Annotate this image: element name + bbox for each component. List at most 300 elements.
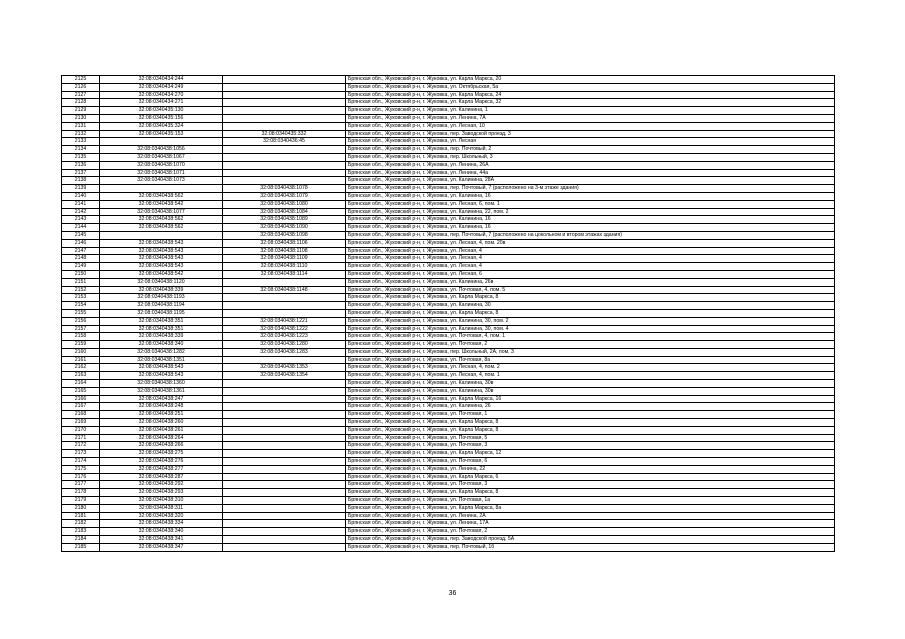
object-cadastral-number-cell <box>223 107 346 115</box>
row-number-cell: 2170 <box>62 426 100 434</box>
address-cell: Брянская обл., Жуковский р-н, г. Жуковка, ул. Почтовая, 6 <box>346 458 835 466</box>
cadastral-number-cell: 32:08:0340438:277 <box>100 465 223 473</box>
address-cell: Брянская обл., Жуковский р-н, г. Жуковка, ул. Карла Маркса, 20 <box>346 76 835 84</box>
table-row <box>62 341 835 349</box>
address-cell: Брянская обл., Жуковский р-н, г. Жуковка, ул. Калинина, 30в <box>346 380 835 388</box>
object-cadastral-number-cell <box>223 481 346 489</box>
object-cadastral-number-cell <box>223 512 346 520</box>
object-cadastral-number-cell <box>223 442 346 450</box>
table-row <box>62 270 835 278</box>
row-number-cell: 2132 <box>62 130 100 138</box>
table-row <box>62 419 835 427</box>
cadastral-number-cell: 32:08:0340438:261 <box>100 426 223 434</box>
row-number-cell: 2167 <box>62 403 100 411</box>
row-number-cell: 2152 <box>62 286 100 294</box>
cadastral-number-cell: 32:08:0340438:275 <box>100 450 223 458</box>
address-cell: Брянская обл., Жуковский р-н, г. Жуковка, ул. Почтовая, 4, пом. 5 <box>346 286 835 294</box>
table-row <box>62 83 835 91</box>
address-cell: Брянская обл., Жуковский р-н, г. Жуковка, ул. Калинина, 16 <box>346 224 835 232</box>
object-cadastral-number-cell <box>223 504 346 512</box>
table-row <box>62 520 835 528</box>
row-number-cell: 2156 <box>62 317 100 325</box>
table-row <box>62 543 835 551</box>
row-number-cell: 2126 <box>62 83 100 91</box>
cadastral-number-cell: 32:08:0340438:264 <box>100 434 223 442</box>
address-cell: Брянская обл., Жуковский р-н, г. Жуковка, ул. Лесная, 4, пом. 1 <box>346 372 835 380</box>
table-row <box>62 426 835 434</box>
cadastral-number-cell: 32:08:0340438:1056 <box>100 146 223 154</box>
row-number-cell: 2145 <box>62 231 100 239</box>
address-cell: Брянская обл., Жуковский р-н, г. Жуковка, ул. Карла Маркса, 8а <box>346 504 835 512</box>
address-cell: Брянская обл., Жуковский р-н, г. Жуковка, ул. Почтовая, 8а <box>346 356 835 364</box>
table-row <box>62 325 835 333</box>
table-row <box>62 465 835 473</box>
cadastral-number-cell: 32:08:0340438:276 <box>100 458 223 466</box>
address-cell: Брянская обл., Жуковский р-н, г. Жуковка, ул. Калинина, 26 <box>346 403 835 411</box>
table-row <box>62 286 835 294</box>
object-cadastral-number-cell <box>223 302 346 310</box>
cadastral-number-cell: 32:08:0340438:340 <box>100 341 223 349</box>
table-row <box>62 208 835 216</box>
object-cadastral-number-cell <box>223 380 346 388</box>
table-row <box>62 185 835 193</box>
cadastral-number-cell: 32:08:0340438:311 <box>100 504 223 512</box>
row-number-cell: 2155 <box>62 309 100 317</box>
object-cadastral-number-cell: 32:08:0340438:1079 <box>223 192 346 200</box>
object-cadastral-number-cell: 32:08:0340438:1098 <box>223 231 346 239</box>
address-cell: Брянская обл., Жуковский р-н, г. Жуковка, пер. Заводской проезд, 3 <box>346 130 835 138</box>
object-cadastral-number-cell: 32:08:0340438:1222 <box>223 325 346 333</box>
address-cell: Брянская обл., Жуковский р-н, г. Жуковка, ул. Карла Маркса, 24 <box>346 91 835 99</box>
address-cell: Брянская обл., Жуковский р-н, г. Жуковка, ул. Почтовая, 3 <box>346 442 835 450</box>
object-cadastral-number-cell <box>223 458 346 466</box>
address-cell: Брянская обл., Жуковский р-н, г. Жуковка, ул. Калинина, 22, пом. 2 <box>346 208 835 216</box>
row-number-cell: 2136 <box>62 161 100 169</box>
row-number-cell: 2130 <box>62 114 100 122</box>
object-cadastral-number-cell <box>223 91 346 99</box>
table-row <box>62 504 835 512</box>
table-row <box>62 216 835 224</box>
object-cadastral-number-cell <box>223 543 346 551</box>
cadastral-number-cell: 32:08:0340438:293 <box>100 489 223 497</box>
object-cadastral-number-cell <box>223 434 346 442</box>
address-cell: Брянская обл., Жуковский р-н, г. Жуковка, ул. Лесная, 4 <box>346 263 835 271</box>
row-number-cell: 2139 <box>62 185 100 193</box>
cadastral-number-cell: 32:08:0340438:351 <box>100 317 223 325</box>
row-number-cell: 2176 <box>62 473 100 481</box>
object-cadastral-number-cell <box>223 169 346 177</box>
object-cadastral-number-cell <box>223 278 346 286</box>
address-cell: Брянская обл., Жуковский р-н, г. Жуковка, ул. Лесная, 4, пом. 20в <box>346 239 835 247</box>
cadastral-number-cell: 32:08:0340438:1360 <box>100 380 223 388</box>
object-cadastral-number-cell <box>223 309 346 317</box>
object-cadastral-number-cell <box>223 76 346 84</box>
cadastral-number-cell: 32:08:0340438:334 <box>100 520 223 528</box>
row-number-cell: 2140 <box>62 192 100 200</box>
table-row <box>62 91 835 99</box>
address-cell: Брянская обл., Жуковский р-н, г. Жуковка, ул. Лесная, 6 <box>346 270 835 278</box>
table-row <box>62 153 835 161</box>
row-number-cell: 2185 <box>62 543 100 551</box>
table-row <box>62 512 835 520</box>
cadastral-number-cell: 32:08:0340434:244 <box>100 76 223 84</box>
cadastral-number-cell: 32:08:0340438:347 <box>100 543 223 551</box>
cadastral-number-cell: 32:08:0340438:251 <box>100 411 223 419</box>
address-cell: Брянская обл., Жуковский р-н, г. Жуковка, ул. Калинина, 16 <box>346 216 835 224</box>
table-row <box>62 192 835 200</box>
object-cadastral-number-cell <box>223 465 346 473</box>
address-cell: Брянская обл., Жуковский р-н, г. Жуковка, ул. Ленина, 17А <box>346 520 835 528</box>
address-cell: Брянская обл., Жуковский р-н, г. Жуковка, ул. Ленина, 7А <box>346 114 835 122</box>
address-cell: Брянская обл., Жуковский р-н, г. Жуковка, пер. Почтовый, 7 (расположено на цокольном и втором этажах здания) <box>346 231 835 239</box>
address-cell: Брянская обл., Жуковский р-н, г. Жуковка, ул. Калинина, 16 <box>346 192 835 200</box>
row-number-cell: 2159 <box>62 341 100 349</box>
address-cell: Брянская обл., Жуковский р-н, г. Жуковка, ул. Калинина, 30в <box>346 387 835 395</box>
object-cadastral-number-cell: 32:08:0340438:1084 <box>223 208 346 216</box>
cadastral-number-cell: 32:08:0340438:351 <box>100 325 223 333</box>
address-cell: Брянская обл., Жуковский р-н, г. Жуковка, ул. Почтовая, 3 <box>346 481 835 489</box>
table-row <box>62 458 835 466</box>
cadastral-number-cell: 32:08:0340438:320 <box>100 512 223 520</box>
page-number: 36 <box>448 590 457 597</box>
cadastral-number-cell: 32:08:0340438:562 <box>100 192 223 200</box>
document-sheet <box>61 75 834 552</box>
cadastral-number-cell: 32:08:0340434:249 <box>100 83 223 91</box>
row-number-cell: 2180 <box>62 504 100 512</box>
object-cadastral-number-cell <box>223 395 346 403</box>
table-row <box>62 317 835 325</box>
address-cell: Брянская обл., Жуковский р-н, г. Жуковка, ул. Карла Маркса, 8 <box>346 489 835 497</box>
cadastral-number-cell: 32:08:0340438:542 <box>100 200 223 208</box>
row-number-cell: 2134 <box>62 146 100 154</box>
object-cadastral-number-cell <box>223 161 346 169</box>
cadastral-number-cell: 32:08:0340438:1282 <box>100 348 223 356</box>
object-cadastral-number-cell: 32:08:0340438:1283 <box>223 348 346 356</box>
address-cell: Брянская обл., Жуковский р-н, г. Жуковка, ул. Лесная, 6, пом. 1 <box>346 200 835 208</box>
cadastral-number-cell: 32:08:0340438:1073 <box>100 177 223 185</box>
row-number-cell: 2141 <box>62 200 100 208</box>
object-cadastral-number-cell <box>223 177 346 185</box>
row-number-cell: 2164 <box>62 380 100 388</box>
table-row <box>62 309 835 317</box>
table-row <box>62 302 835 310</box>
object-cadastral-number-cell <box>223 528 346 536</box>
cadastral-number-cell: 32:08:0340438:1361 <box>100 387 223 395</box>
table-row <box>62 411 835 419</box>
table-row <box>62 169 835 177</box>
table-row <box>62 107 835 115</box>
table-row <box>62 122 835 130</box>
object-cadastral-number-cell <box>223 122 346 130</box>
table-row <box>62 200 835 208</box>
table-row <box>62 247 835 255</box>
cadastral-number-cell: 32:08:0340435:156 <box>100 114 223 122</box>
table-row <box>62 99 835 107</box>
object-cadastral-number-cell <box>223 153 346 161</box>
address-cell: Брянская обл., Жуковский р-н, г. Жуковка, ул. Лесная, 4, пом. 2 <box>346 364 835 372</box>
table-row <box>62 489 835 497</box>
address-cell: Брянская обл., Жуковский р-н, г. Жуковка, ул. Лесная <box>346 138 835 146</box>
row-number-cell: 2179 <box>62 497 100 505</box>
object-cadastral-number-cell <box>223 426 346 434</box>
address-cell: Брянская обл., Жуковский р-н, г. Жуковка, ул. Калинина, 30 <box>346 302 835 310</box>
row-number-cell: 2128 <box>62 99 100 107</box>
address-cell: Брянская обл., Жуковский р-н, г. Жуковка, ул. Карла Маркса, 6 <box>346 473 835 481</box>
address-cell: Брянская обл., Жуковский р-н, г. Жуковка, ул. Ленина, 26А <box>346 161 835 169</box>
cadastral-number-cell <box>100 231 223 239</box>
object-cadastral-number-cell <box>223 450 346 458</box>
table-row <box>62 481 835 489</box>
row-number-cell: 2158 <box>62 333 100 341</box>
row-number-cell: 2137 <box>62 169 100 177</box>
cadastral-number-cell: 32:08:0340434:271 <box>100 99 223 107</box>
object-cadastral-number-cell <box>223 536 346 544</box>
table-body <box>62 76 835 552</box>
cadastral-number-cell: 32:08:0340438:292 <box>100 481 223 489</box>
cadastral-number-cell: 32:08:0340434:270 <box>100 91 223 99</box>
address-cell: Брянская обл., Жуковский р-н, г. Жуковка, ул. Почтовая, 4, пом. 1 <box>346 333 835 341</box>
table-row <box>62 348 835 356</box>
table-row <box>62 294 835 302</box>
address-cell: Брянская обл., Жуковский р-н, г. Жуковка, ул. Калинина, 28А <box>346 177 835 185</box>
cadastral-number-cell: 32:08:0340438:542 <box>100 270 223 278</box>
row-number-cell: 2169 <box>62 419 100 427</box>
row-number-cell: 2166 <box>62 395 100 403</box>
object-cadastral-number-cell <box>223 403 346 411</box>
row-number-cell: 2125 <box>62 76 100 84</box>
row-number-cell: 2129 <box>62 107 100 115</box>
table-row <box>62 239 835 247</box>
table-row <box>62 146 835 154</box>
address-cell: Брянская обл., Жуковский р-н, г. Жуковка, ул. Октябрьская, 5а <box>346 83 835 91</box>
address-cell: Брянская обл., Жуковский р-н, г. Жуковка, пер. Почтовый, 2 <box>346 146 835 154</box>
row-number-cell: 2162 <box>62 364 100 372</box>
address-cell: Брянская обл., Жуковский р-н, г. Жуковка, ул. Карла Маркса, 8 <box>346 426 835 434</box>
cadastral-number-cell: 32:08:0340438:1071 <box>100 169 223 177</box>
object-cadastral-number-cell <box>223 99 346 107</box>
table-row <box>62 255 835 263</box>
cadastral-number-cell: 32:08:0340438:1077 <box>100 208 223 216</box>
cadastral-number-cell: 32:08:0340438:1193 <box>100 294 223 302</box>
cadastral-number-cell: 32:08:0340438:543 <box>100 255 223 263</box>
object-cadastral-number-cell: 32:08:0340438:1089 <box>223 216 346 224</box>
address-cell: Брянская обл., Жуковский р-н, г. Жуковка, ул. Карла Маркса, 8 <box>346 419 835 427</box>
object-cadastral-number-cell: 32:08:0340438:1354 <box>223 372 346 380</box>
cadastral-number-cell <box>100 138 223 146</box>
row-number-cell: 2171 <box>62 434 100 442</box>
object-cadastral-number-cell <box>223 497 346 505</box>
row-number-cell: 2149 <box>62 263 100 271</box>
address-cell: Брянская обл., Жуковский р-н, г. Жуковка, пер. Школьный, 2А, пом. 3 <box>346 348 835 356</box>
table-row <box>62 403 835 411</box>
cadastral-number-cell: 32:08:0340438:266 <box>100 442 223 450</box>
row-number-cell: 2178 <box>62 489 100 497</box>
table-row <box>62 497 835 505</box>
table-row <box>62 372 835 380</box>
cadastral-number-cell: 32:08:0340438:1067 <box>100 153 223 161</box>
object-cadastral-number-cell: 32:08:0340438:1080 <box>223 200 346 208</box>
table-row <box>62 333 835 341</box>
row-number-cell: 2163 <box>62 372 100 380</box>
row-number-cell: 2175 <box>62 465 100 473</box>
object-cadastral-number-cell <box>223 146 346 154</box>
cadastral-number-cell: 32:08:0340438:1070 <box>100 161 223 169</box>
cadastral-number-cell: 32:08:0340438:543 <box>100 372 223 380</box>
address-cell: Брянская обл., Жуковский р-н, г. Жуковка, ул. Карла Маркса, 12 <box>346 450 835 458</box>
cadastral-number-cell: 32:08:0340438:339 <box>100 333 223 341</box>
row-number-cell: 2143 <box>62 216 100 224</box>
address-cell: Брянская обл., Жуковский р-н, г. Жуковка, ул. Карла Маркса, 8 <box>346 294 835 302</box>
row-number-cell: 2146 <box>62 239 100 247</box>
object-cadastral-number-cell: 32:08:0340438:1221 <box>223 317 346 325</box>
cadastral-number-cell: 32:08:0340438:1195 <box>100 309 223 317</box>
table-row <box>62 395 835 403</box>
table-row <box>62 380 835 388</box>
cadastral-number-cell: 32:08:0340438:543 <box>100 364 223 372</box>
address-cell: Брянская обл., Жуковский р-н, г. Жуковка, пер. Заводской проезд, 5А <box>346 536 835 544</box>
row-number-cell: 2172 <box>62 442 100 450</box>
object-cadastral-number-cell: 32:08:0340438:1280 <box>223 341 346 349</box>
address-cell: Брянская обл., Жуковский р-н, г. Жуковка, ул. Ленина, 2А <box>346 512 835 520</box>
property-table <box>61 75 835 552</box>
object-cadastral-number-cell: 32:08:0340438:1223 <box>223 333 346 341</box>
cadastral-number-cell: 32:08:0340438:341 <box>100 536 223 544</box>
table-row <box>62 231 835 239</box>
object-cadastral-number-cell: 32:08:0340438:1090 <box>223 224 346 232</box>
object-cadastral-number-cell: 32:08:0340436:45 <box>223 138 346 146</box>
address-cell: Брянская обл., Жуковский р-н, г. Жуковка, ул. Калинина, 30, пом. 2 <box>346 317 835 325</box>
row-number-cell: 2135 <box>62 153 100 161</box>
object-cadastral-number-cell: 32:08:0340438:1148 <box>223 286 346 294</box>
address-cell: Брянская обл., Жуковский р-н, г. Жуковка, ул. Калинина, 26в <box>346 278 835 286</box>
table-row <box>62 76 835 84</box>
cadastral-number-cell: 32:08:0340438:1120 <box>100 278 223 286</box>
address-cell: Брянская обл., Жуковский р-н, г. Жуковка, ул. Калинина, 1 <box>346 107 835 115</box>
row-number-cell: 2177 <box>62 481 100 489</box>
cadastral-number-cell: 32:08:0340435:130 <box>100 107 223 115</box>
object-cadastral-number-cell: 32:08:0340435:332 <box>223 130 346 138</box>
object-cadastral-number-cell <box>223 489 346 497</box>
cadastral-number-cell: 32:08:0340438:260 <box>100 419 223 427</box>
cadastral-number-cell: 32:08:0340438:543 <box>100 263 223 271</box>
cadastral-number-cell: 32:08:0340435:324 <box>100 122 223 130</box>
object-cadastral-number-cell <box>223 387 346 395</box>
table-row <box>62 263 835 271</box>
address-cell: Брянская обл., Жуковский р-н, г. Жуковка, ул. Почтовая, 1а <box>346 497 835 505</box>
address-cell: Брянская обл., Жуковский р-н, г. Жуковка, ул. Лесная, 4 <box>346 247 835 255</box>
table-row <box>62 364 835 372</box>
address-cell: Брянская обл., Жуковский р-н, г. Жуковка, ул. Почтовая, 2 <box>346 341 835 349</box>
row-number-cell: 2174 <box>62 458 100 466</box>
cadastral-number-cell: 32:08:0340438:543 <box>100 247 223 255</box>
row-number-cell: 2148 <box>62 255 100 263</box>
cadastral-number-cell: 32:08:0340438:248 <box>100 403 223 411</box>
cadastral-number-cell: 32:08:0340438:247 <box>100 395 223 403</box>
object-cadastral-number-cell <box>223 356 346 364</box>
row-number-cell: 2142 <box>62 208 100 216</box>
row-number-cell: 2133 <box>62 138 100 146</box>
object-cadastral-number-cell: 32:08:0340438:1353 <box>223 364 346 372</box>
row-number-cell: 2127 <box>62 91 100 99</box>
row-number-cell: 2157 <box>62 325 100 333</box>
object-cadastral-number-cell <box>223 473 346 481</box>
row-number-cell: 2150 <box>62 270 100 278</box>
table-row <box>62 224 835 232</box>
cadastral-number-cell: 32:08:0340438:310 <box>100 497 223 505</box>
object-cadastral-number-cell: 32:08:0340438:1114 <box>223 270 346 278</box>
cadastral-number-cell: 32:08:0340438:1194 <box>100 302 223 310</box>
address-cell: Брянская обл., Жуковский р-н, г. Жуковка, ул. Карла Маркса, 16 <box>346 395 835 403</box>
address-cell: Брянская обл., Жуковский р-н, г. Жуковка, ул. Лесная, 10 <box>346 122 835 130</box>
cadastral-number-cell: 32:08:0340438:543 <box>100 239 223 247</box>
row-number-cell: 2161 <box>62 356 100 364</box>
cadastral-number-cell: 32:08:0340438:562 <box>100 224 223 232</box>
address-cell: Брянская обл., Жуковский р-н, г. Жуковка, ул. Ленина, 44а <box>346 169 835 177</box>
table-row <box>62 278 835 286</box>
row-number-cell: 2151 <box>62 278 100 286</box>
row-number-cell: 2181 <box>62 512 100 520</box>
table-row <box>62 138 835 146</box>
address-cell: Брянская обл., Жуковский р-н, г. Жуковка, ул. Карла Маркса, 32 <box>346 99 835 107</box>
row-number-cell: 2182 <box>62 520 100 528</box>
cadastral-number-cell: 32:08:0340438:562 <box>100 216 223 224</box>
row-number-cell: 2144 <box>62 224 100 232</box>
table-row <box>62 114 835 122</box>
object-cadastral-number-cell: 32:08:0340438:1110 <box>223 263 346 271</box>
table-row <box>62 177 835 185</box>
table-row <box>62 442 835 450</box>
cadastral-number-cell: 32:08:0340438:339 <box>100 286 223 294</box>
address-cell: Брянская обл., Жуковский р-н, г. Жуковка, ул. Почтовая, 2 <box>346 528 835 536</box>
row-number-cell: 2165 <box>62 387 100 395</box>
object-cadastral-number-cell: 32:08:0340438:1078 <box>223 185 346 193</box>
cadastral-number-cell: 32:08:0340438:340 <box>100 528 223 536</box>
object-cadastral-number-cell <box>223 520 346 528</box>
address-cell: Брянская обл., Жуковский р-н, г. Жуковка, ул. Калинина, 30, пом. 4 <box>346 325 835 333</box>
address-cell: Брянская обл., Жуковский р-н, г. Жуковка, ул. Лесная, 4 <box>346 255 835 263</box>
address-cell: Брянская обл., Жуковский р-н, г. Жуковка, пер. Школьный, 3 <box>346 153 835 161</box>
object-cadastral-number-cell: 32:08:0340438:1106 <box>223 239 346 247</box>
row-number-cell: 2154 <box>62 302 100 310</box>
object-cadastral-number-cell <box>223 294 346 302</box>
address-cell: Брянская обл., Жуковский р-н, г. Жуковка, ул. Почтовая, 5 <box>346 434 835 442</box>
table-row <box>62 528 835 536</box>
row-number-cell: 2184 <box>62 536 100 544</box>
table-row <box>62 130 835 138</box>
row-number-cell: 2153 <box>62 294 100 302</box>
object-cadastral-number-cell <box>223 419 346 427</box>
table-row <box>62 434 835 442</box>
address-cell: Брянская обл., Жуковский р-н, г. Жуковка, ул. Карла Маркса, 8 <box>346 309 835 317</box>
cadastral-number-cell: 32:08:0340435:153 <box>100 130 223 138</box>
address-cell: Брянская обл., Жуковский р-н, г. Жуковка, ул. Ленина, 22 <box>346 465 835 473</box>
table-row <box>62 450 835 458</box>
object-cadastral-number-cell <box>223 83 346 91</box>
object-cadastral-number-cell: 32:08:0340438:1109 <box>223 255 346 263</box>
row-number-cell: 2168 <box>62 411 100 419</box>
cadastral-number-cell <box>100 185 223 193</box>
row-number-cell: 2183 <box>62 528 100 536</box>
table-row <box>62 387 835 395</box>
row-number-cell: 2138 <box>62 177 100 185</box>
address-cell: Брянская обл., Жуковский р-н, г. Жуковка, пер. Почтовый, 7 (расположено на 3-м этаже здания) <box>346 185 835 193</box>
cadastral-number-cell: 32:08:0340438:1351 <box>100 356 223 364</box>
table-row <box>62 356 835 364</box>
row-number-cell: 2131 <box>62 122 100 130</box>
address-cell: Брянская обл., Жуковский р-н, г. Жуковка, пер. Почтовый, 1б <box>346 543 835 551</box>
row-number-cell: 2160 <box>62 348 100 356</box>
address-cell: Брянская обл., Жуковский р-н, г. Жуковка, ул. Почтовая, 1 <box>346 411 835 419</box>
